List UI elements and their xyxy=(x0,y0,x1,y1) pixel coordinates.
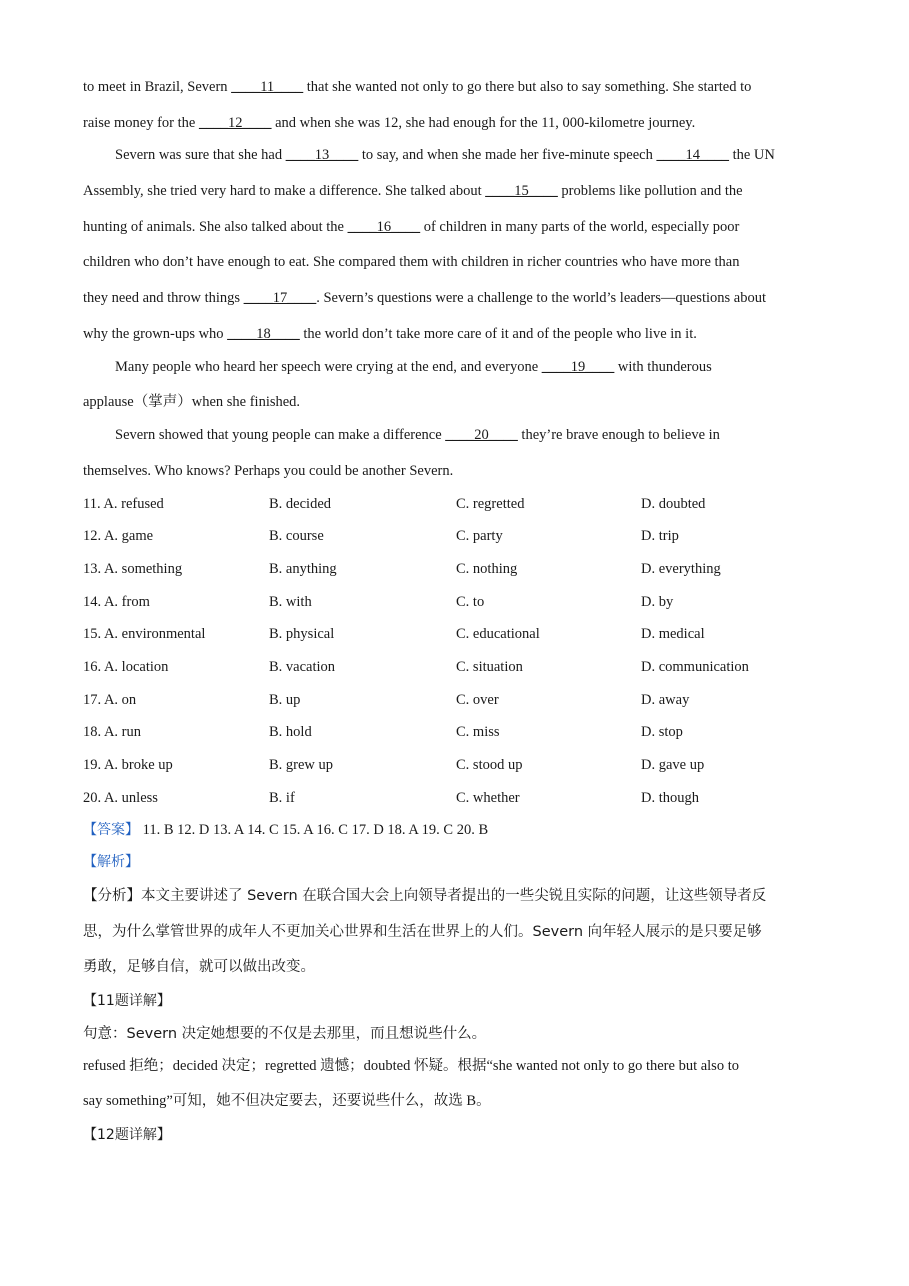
option-a: 14. A. from xyxy=(83,594,150,610)
passage-line: why the grown-ups who ____18____ the world don’t take more care of it and of the people who live in it. xyxy=(83,326,697,342)
option-d: D. medical xyxy=(641,626,705,642)
option-d: D. by xyxy=(641,594,674,610)
option-b: B. vacation xyxy=(269,659,336,675)
blank-15: ____15____ xyxy=(485,183,558,199)
option-d: D. everything xyxy=(641,561,721,577)
option-c: C. situation xyxy=(456,659,523,675)
passage-line: themselves. Who knows? Perhaps you could be another Severn. xyxy=(83,463,454,479)
blank-13: ____13____ xyxy=(285,147,359,163)
answer-tag: 【答案】 xyxy=(83,822,139,838)
option-b: B. physical xyxy=(269,626,335,642)
option-c: C. over xyxy=(456,692,499,708)
passage-line: Severn was sure that she had ____13____ to say, and when she made her five-minute speech ____14____ the UN xyxy=(115,147,775,163)
option-a: 17. A. on xyxy=(83,692,137,708)
blank-18: ____18____ xyxy=(227,326,300,342)
q11-explanation: refused 拒绝；decided 决定；regretted 遗憾；doubted 怀疑。根据“she wanted not only to go there but also to xyxy=(83,1058,739,1074)
option-row-17 xyxy=(83,690,843,710)
passage-line: hunting of animals. She also talked about the ____16____ of children in many parts of the world, especially poor xyxy=(83,219,740,235)
option-c: C. stood up xyxy=(456,757,523,773)
option-a: 19. A. broke up xyxy=(83,757,173,773)
option-a: 11. A. refused xyxy=(83,496,164,512)
option-a: 13. A. something xyxy=(83,561,183,577)
option-b: B. with xyxy=(269,594,312,610)
q11-meaning: 句意：Severn 决定她想要的不仅是去那里，而且想说些什么。 xyxy=(83,1026,487,1042)
option-c: C. miss xyxy=(456,724,500,740)
option-b: B. course xyxy=(269,528,324,544)
option-d: D. stop xyxy=(641,724,683,740)
blank-12: ____12____ xyxy=(198,115,272,131)
option-c: C. party xyxy=(456,528,503,544)
option-a: 18. A. run xyxy=(83,724,141,740)
option-d: D. doubted xyxy=(641,496,706,512)
passage-line: to meet in Brazil, Severn ____11____ that she wanted not only to go there but also to say something. She started to xyxy=(83,79,752,95)
option-row-12 xyxy=(83,526,843,546)
option-b: B. decided xyxy=(269,496,332,512)
analysis-line-2: 思，为什么掌管世界的成年人不更加关心世界和生活在世界上的人们。Severn 向年轻人展示的是只要足够 xyxy=(83,924,762,940)
option-row-18 xyxy=(83,722,843,742)
blank-16: ____16____ xyxy=(347,219,421,235)
option-d: D. away xyxy=(641,692,690,708)
passage-line: Many people who heard her speech were crying at the end, and everyone ____19____ with thunderous xyxy=(115,359,712,375)
option-d: D. trip xyxy=(641,528,679,544)
option-a: 12. A. game xyxy=(83,528,154,544)
q11-explanation: say something”可知，她不但决定要去，还要说些什么，故选 B。 xyxy=(83,1093,491,1109)
analysis-line: 【分析】本文主要讲述了 Severn 在联合国大会上向领导者提出的一些尖锐且实际的问题，让这些领导者反 xyxy=(83,888,767,904)
option-row-11 xyxy=(83,494,843,514)
option-b: B. hold xyxy=(269,724,312,740)
answer-line xyxy=(83,820,488,840)
option-b: B. if xyxy=(269,790,295,806)
option-b: B. grew up xyxy=(269,757,334,773)
option-row-15 xyxy=(83,624,843,644)
option-d: D. communication xyxy=(641,659,749,675)
q12-heading: 【12题详解】 xyxy=(83,1127,171,1143)
option-a: 16. A. location xyxy=(83,659,169,675)
option-row-19 xyxy=(83,755,843,775)
analysis-line-3: 勇敢，足够自信，就可以做出改变。 xyxy=(83,959,315,975)
option-a: 20. A. unless xyxy=(83,790,158,806)
analysis-tag: 【解析】 xyxy=(83,854,139,870)
passage-line: they need and throw things ____17____. Severn’s questions were a challenge to the world’s leaders—questions about xyxy=(83,290,766,306)
blank-20: ____20____ xyxy=(445,427,518,443)
option-b: B. up xyxy=(269,692,301,708)
passage-line: Assembly, she tried very hard to make a difference. She talked about ____15____ problems like pollution and the xyxy=(83,183,743,199)
q11-heading: 【11题详解】 xyxy=(83,993,171,1009)
option-d: D. though xyxy=(641,790,699,806)
blank-14: ____14____ xyxy=(656,147,729,163)
option-c: C. to xyxy=(456,594,485,610)
option-row-20 xyxy=(83,788,843,808)
passage-line: applause（掌声）when she finished. xyxy=(83,394,301,410)
option-c: C. whether xyxy=(456,790,520,806)
passage-line: raise money for the ____12____ and when she was 12, she had enough for the 11, 000-kilometre journey. xyxy=(83,115,696,131)
passage-line: children who don’t have enough to eat. She compared them with children in richer countries who have more than xyxy=(83,254,740,270)
option-d: D. gave up xyxy=(641,757,705,773)
option-b: B. anything xyxy=(269,561,337,577)
option-a: 15. A. environmental xyxy=(83,626,206,642)
option-row-14 xyxy=(83,592,843,612)
blank-11: ____11____ xyxy=(231,79,304,95)
passage-line: Severn showed that young people can make a difference ____20____ they’re brave enough to believe in xyxy=(115,427,720,443)
option-row-16 xyxy=(83,657,843,677)
option-c: C. nothing xyxy=(456,561,518,577)
answer-key: 11. B 12. D 13. A 14. C 15. A 16. C 17. D 18. A 19. C 20. B xyxy=(142,822,489,838)
option-c: C. regretted xyxy=(456,496,525,512)
blank-17: ____17____ xyxy=(243,290,317,306)
option-c: C. educational xyxy=(456,626,540,642)
blank-19: ____19____ xyxy=(541,359,615,375)
option-row-13 xyxy=(83,559,843,579)
